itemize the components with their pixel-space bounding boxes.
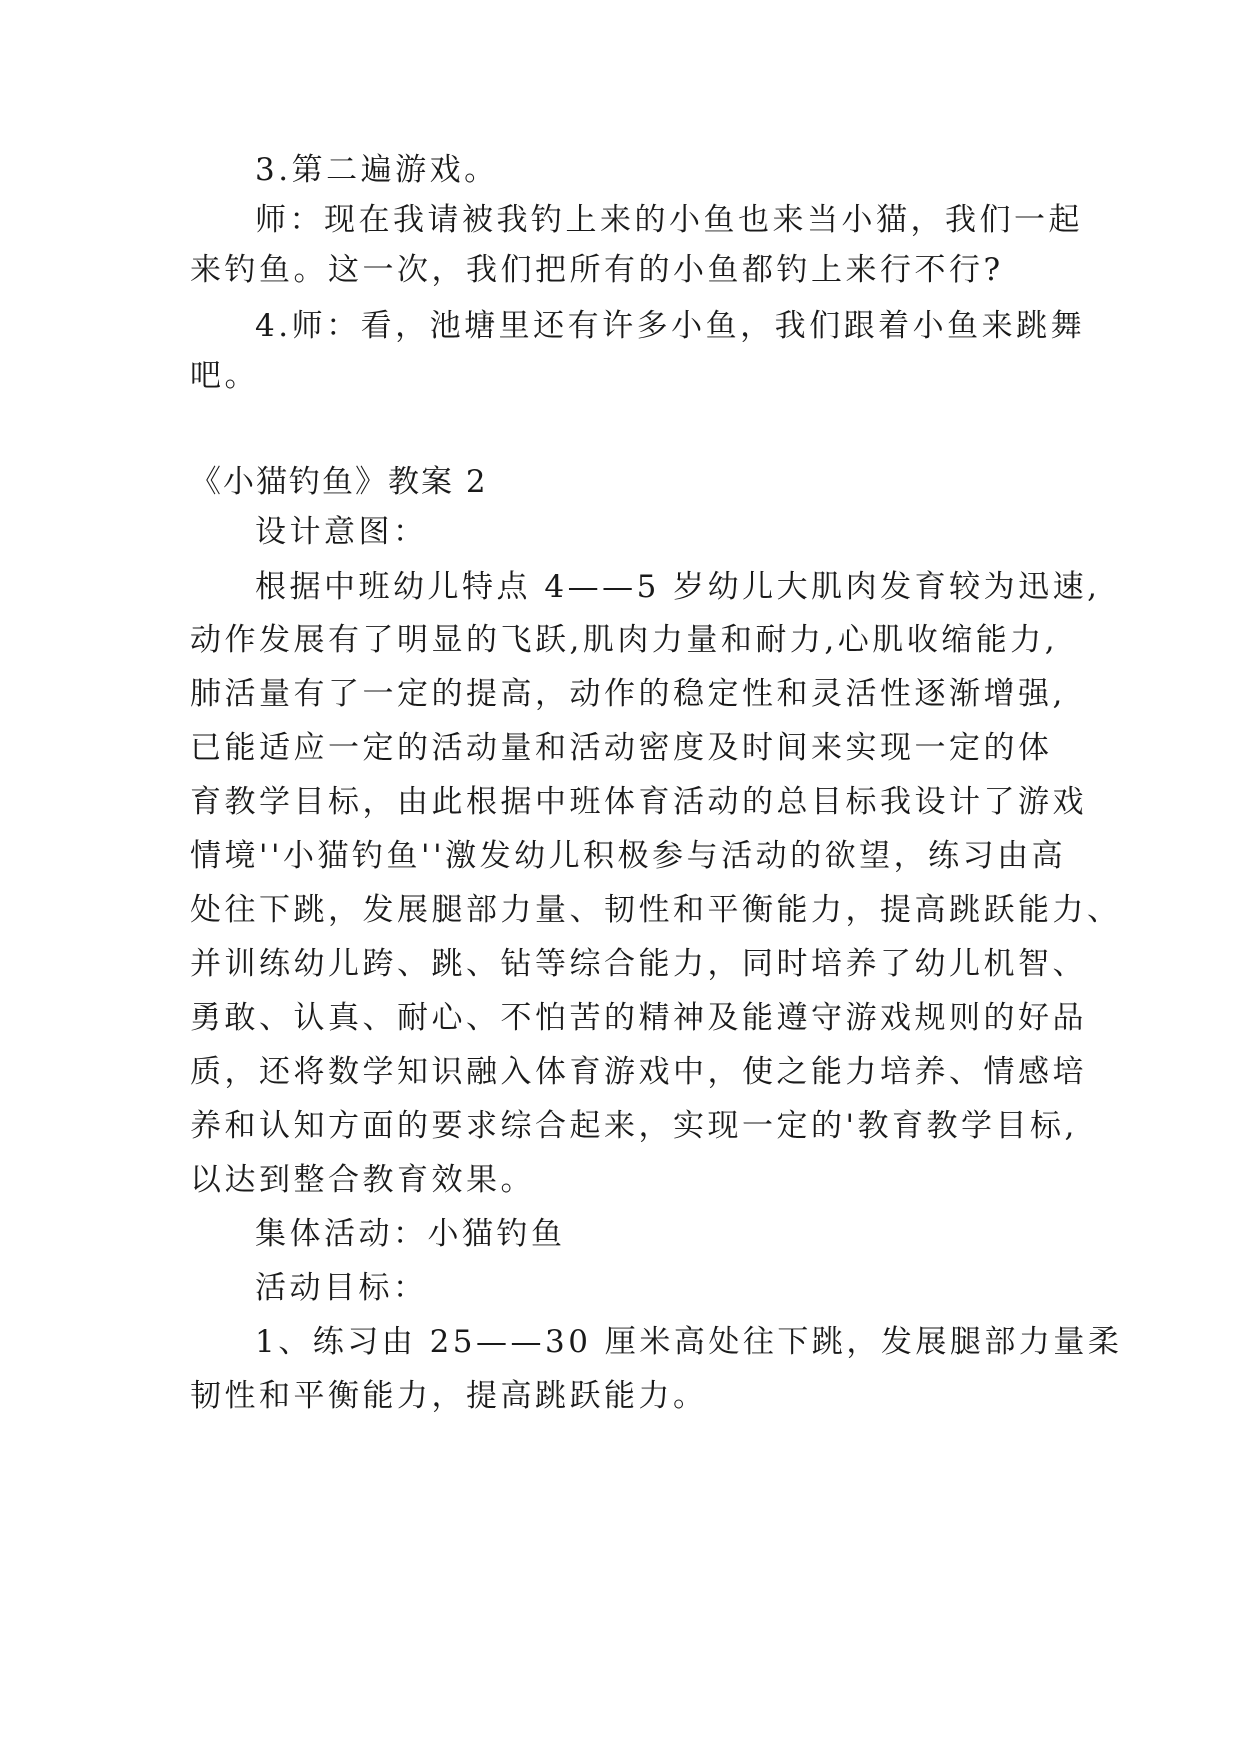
paragraph-line: 韧性和平衡能力，提高跳跃能力。 [190, 1378, 708, 1414]
paragraph-line: 4.师：看，池塘里还有许多小鱼，我们跟着小鱼来跳舞 [255, 308, 1086, 344]
paragraph-line: 养和认知方面的要求综合起来，实现一定的'教育教学目标, [190, 1108, 1078, 1144]
paragraph-line: 以达到整合教育效果。 [190, 1162, 535, 1198]
paragraph-line: 情境''小猫钓鱼''激发幼儿积极参与活动的欲望，练习由高 [190, 838, 1067, 874]
paragraph-line: 来钓鱼。这一次，我们把所有的小鱼都钓上来行不行? [190, 252, 1004, 288]
paragraph-line: 已能适应一定的活动量和活动密度及时间来实现一定的体 [190, 730, 1053, 766]
paragraph-line: 动作发展有了明显的飞跃,肌肉力量和耐力,心肌收缩能力, [190, 622, 1059, 658]
paragraph-line: 3.第二遍游戏。 [255, 152, 499, 188]
paragraph-line: 并训练幼儿跨、跳、钻等综合能力，同时培养了幼儿机智、 [190, 946, 1087, 982]
section-title: 《小猫钓鱼》教案 2 [190, 464, 488, 500]
paragraph-line: 设计意图： [255, 514, 428, 550]
paragraph-line: 处往下跳，发展腿部力量、韧性和平衡能力，提高跳跃能力、 [190, 892, 1122, 928]
paragraph-line: 吧。 [190, 358, 259, 394]
paragraph-line: 质，还将数学知识融入体育游戏中，使之能力培养、情感培 [190, 1054, 1087, 1090]
paragraph-line: 肺活量有了一定的提高，动作的稳定性和灵活性逐渐增强, [190, 676, 1066, 712]
paragraph-line: 集体活动：小猫钓鱼 [255, 1216, 566, 1252]
paragraph-line: 勇敢、认真、耐心、不怕苦的精神及能遵守游戏规则的好品 [190, 1000, 1087, 1036]
paragraph-line: 1、练习由 25——30 厘米高处往下跳，发展腿部力量柔 [255, 1324, 1123, 1360]
paragraph-line: 根据中班幼儿特点 4——5 岁幼儿大肌肉发育较为迅速, [255, 569, 1101, 605]
paragraph-line: 活动目标： [255, 1270, 428, 1306]
paragraph-line: 育教学目标，由此根据中班体育活动的总目标我设计了游戏 [190, 784, 1087, 820]
paragraph-line: 师：现在我请被我钓上来的小鱼也来当小猫，我们一起 [255, 202, 1083, 238]
